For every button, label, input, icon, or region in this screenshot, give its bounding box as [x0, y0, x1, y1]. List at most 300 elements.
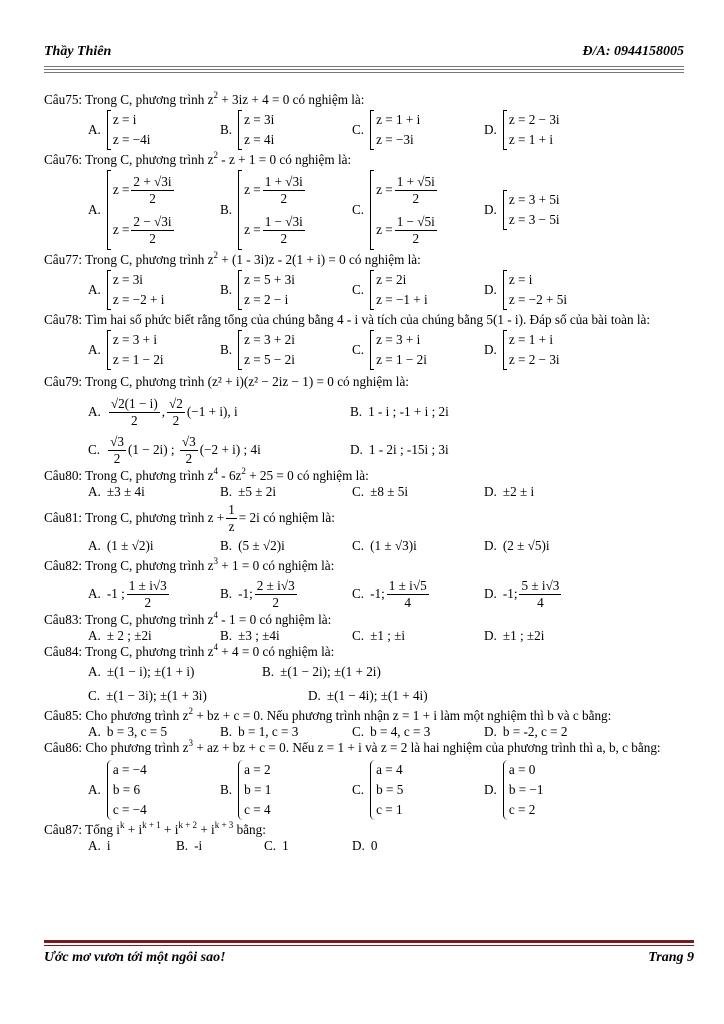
denominator: 2: [172, 413, 180, 428]
denominator: 2: [272, 595, 279, 610]
exponent: 4: [213, 610, 218, 620]
separator: ,: [161, 404, 166, 419]
stem: = 2i có nghiệm là:: [238, 510, 335, 525]
option-a[interactable]: [88, 628, 220, 644]
option-label: A.: [88, 664, 101, 679]
exponent: 2: [213, 250, 218, 260]
option-d[interactable]: [484, 330, 616, 370]
numerator: 1 − √3i: [264, 214, 303, 229]
stem: Câu83: Trong C, phương trình z: [44, 612, 214, 627]
footer-rule: [44, 945, 694, 946]
option-label: D.: [484, 628, 497, 643]
answer-line: z = 1 + i: [376, 112, 421, 127]
stem: + i: [124, 822, 143, 837]
option-a[interactable]: [88, 538, 220, 554]
answer-line: b = 1: [244, 782, 272, 797]
exponent: k + 3: [214, 820, 234, 830]
stem: Câu79: Trong C, phương trình: [44, 374, 208, 389]
option-label: B.: [220, 538, 233, 553]
header-rule: [44, 72, 684, 73]
answer-text: -i: [194, 838, 203, 853]
exponent: 2: [213, 150, 218, 160]
option-b[interactable]: [262, 664, 381, 680]
fraction: [226, 502, 237, 534]
answer-line: c = 4: [244, 802, 271, 817]
question-75: [44, 92, 694, 108]
option-label: B.: [220, 782, 233, 797]
lhs: z =: [244, 182, 261, 197]
option-d[interactable]: [484, 190, 616, 230]
option-b[interactable]: [220, 484, 352, 500]
answer-text: (−1 + i), i: [186, 404, 238, 419]
answer-text: 1 - 2i ; -15i ; 3i: [368, 442, 449, 457]
answer-line: z = −2 + i: [112, 292, 165, 307]
numerator: √3: [181, 434, 196, 449]
option-label: C.: [352, 342, 365, 357]
options-87: [88, 838, 694, 854]
option-label: D.: [484, 484, 497, 499]
answer-line: z = 2 − 3i: [508, 352, 560, 367]
answer-line: [244, 210, 307, 250]
option-a[interactable]: [88, 724, 220, 740]
option-label: A.: [88, 202, 101, 217]
bracket: [370, 270, 428, 310]
numerator: 5 ± i√3: [521, 578, 560, 593]
denominator: 2: [280, 191, 288, 206]
denominator: 2: [412, 231, 420, 246]
options-77: [88, 270, 694, 310]
footer-motto: Ước mơ vươn tới một ngôi sao!: [44, 950, 226, 965]
option-label: C.: [88, 688, 101, 703]
lhs: z =: [112, 222, 130, 237]
bracket: [107, 330, 164, 370]
option-label: B.: [220, 586, 233, 601]
options-85: [88, 724, 694, 740]
stem: Câu77: Trong C, phương trình z: [44, 252, 214, 267]
answer-line: [113, 170, 176, 210]
stem: Câu76: Trong C, phương trình z: [44, 152, 214, 167]
option-label: B.: [220, 282, 233, 297]
option-label: D.: [484, 342, 497, 357]
fraction: [131, 214, 173, 246]
answer-text: -1;: [370, 586, 385, 601]
option-d[interactable]: [484, 484, 616, 500]
answer-text: (1 ± √3)i: [370, 538, 417, 553]
stem: Câu80: Trong C, phương trình z: [44, 468, 214, 483]
question-list: [44, 92, 694, 856]
option-label: A.: [88, 538, 101, 553]
options-76: [88, 170, 694, 250]
option-c[interactable]: [352, 578, 484, 610]
option-a[interactable]: [88, 270, 220, 310]
option-label: A.: [88, 484, 101, 499]
option-c[interactable]: [88, 688, 308, 704]
option-a[interactable]: [88, 396, 350, 428]
bracket: [107, 170, 176, 250]
brace: [238, 760, 271, 820]
option-a[interactable]: [88, 110, 220, 150]
option-b[interactable]: [220, 724, 352, 740]
question-80: [44, 468, 694, 484]
answer-line: z = −1 + i: [376, 292, 428, 307]
answer-line: z = 3 + i: [112, 332, 158, 347]
bracket: [107, 110, 151, 150]
option-d[interactable]: [484, 110, 616, 150]
fraction: [131, 174, 173, 206]
footer-rule: [44, 940, 694, 943]
question-85: [44, 708, 694, 724]
answer-text: 1: [282, 838, 289, 853]
option-c[interactable]: [352, 724, 484, 740]
answer-text: ± 2 ; ±2i: [106, 628, 152, 643]
option-b[interactable]: [220, 628, 352, 644]
stem: Câu84: Trong C, phương trình z: [44, 644, 214, 659]
option-c[interactable]: [88, 434, 350, 466]
answer-line: z = i: [508, 272, 533, 287]
brace: [107, 760, 147, 820]
option-label: D.: [484, 724, 497, 739]
option-label: D.: [484, 202, 497, 217]
option-d[interactable]: [484, 538, 616, 554]
options-79-row1: [88, 396, 694, 428]
answer-text: ±(1 − 3i); ±(1 + 3i): [106, 688, 207, 703]
stem: + (1 - 3i)z - 2(1 + i) = 0 có nghiệm là:: [217, 252, 421, 267]
option-label: A.: [88, 782, 101, 797]
answer-line: z = 5 + 3i: [244, 272, 295, 287]
answer-text: ±(1 − 2i); ±(1 + 2i): [280, 664, 381, 679]
header-rule: [44, 66, 684, 67]
options-86: [88, 760, 694, 820]
option-label: D.: [484, 782, 497, 797]
stem: Câu75: Trong C, phương trình z: [44, 92, 214, 107]
option-d[interactable]: [308, 688, 428, 704]
answer-line: z = 2 − 3i: [508, 112, 560, 127]
option-label: A.: [88, 282, 101, 297]
page-number: Trang 9: [648, 950, 694, 965]
answer-text: (1 ± √2)i: [106, 538, 154, 553]
option-d[interactable]: [484, 760, 616, 820]
exponent: 2: [213, 90, 218, 100]
option-label: A.: [88, 586, 101, 601]
numerator: √2: [169, 396, 183, 411]
option-c[interactable]: [352, 538, 484, 554]
answer-line: z = 3i: [112, 272, 143, 287]
stem: + bz + c = 0. Nếu phương trình nhận z = 1 + i làm một nghiệm thì b và c bằng:: [193, 708, 612, 723]
stem: Câu82: Trong C, phương trình z: [44, 558, 214, 573]
denominator: 2: [130, 413, 138, 428]
question-83: [44, 612, 694, 628]
option-b[interactable]: [220, 578, 352, 610]
numerator: 1 + √5i: [396, 174, 435, 189]
option-label: C.: [264, 838, 277, 853]
answer-line: z = i: [112, 112, 137, 127]
numerator: 2 − √3i: [133, 214, 172, 229]
answer-text: -1;: [502, 586, 518, 601]
fraction: [387, 578, 429, 610]
numerator: 1: [228, 502, 235, 517]
question-76: [44, 152, 694, 168]
answer-line: z = 3 + 2i: [244, 332, 295, 347]
option-label: D.: [484, 282, 497, 297]
denominator: z: [228, 519, 235, 534]
answer-line: [244, 170, 307, 210]
option-d[interactable]: [484, 270, 616, 310]
stem: - z + 1 = 0 có nghiệm là:: [217, 152, 352, 167]
answer-line: z = −4i: [112, 132, 151, 147]
option-b[interactable]: [220, 110, 352, 150]
stem: - 6z: [217, 468, 242, 483]
option-b[interactable]: [220, 538, 352, 554]
option-label: B.: [262, 664, 275, 679]
answer-line: z = 3 + 5i: [508, 192, 560, 207]
option-c[interactable]: [264, 838, 352, 854]
option-label: C.: [352, 628, 365, 643]
exponent: 4: [213, 466, 218, 476]
options-84-row2: [88, 688, 694, 704]
option-a[interactable]: [88, 664, 262, 680]
answer-line: a = −4: [112, 762, 147, 777]
lhs: z =: [244, 222, 261, 237]
answer-line: z = 2i: [376, 272, 407, 287]
option-b[interactable]: [176, 838, 264, 854]
answer-text: ±1 ; ±i: [370, 628, 406, 643]
question-77: [44, 252, 694, 268]
option-d[interactable]: [350, 442, 612, 458]
options-81: [88, 538, 694, 554]
question-79: [44, 374, 694, 390]
exponent: 3: [213, 556, 218, 566]
lhs: z =: [112, 182, 130, 197]
answer-text: b = -2, c = 2: [502, 724, 568, 739]
option-label: A.: [88, 724, 101, 739]
option-a[interactable]: [88, 330, 220, 370]
option-c[interactable]: [352, 170, 484, 250]
exponent: 2: [188, 706, 194, 716]
numerator: 1 ± i√5: [388, 578, 427, 593]
question-84: [44, 644, 694, 660]
option-c[interactable]: [352, 110, 484, 150]
option-label: C.: [352, 724, 365, 739]
option-b[interactable]: [220, 270, 352, 310]
fraction: [263, 174, 305, 206]
brace: [503, 760, 544, 820]
answer-line: z = 4i: [244, 132, 275, 147]
option-b[interactable]: [220, 330, 352, 370]
options-82: [88, 578, 694, 610]
bracket: [238, 330, 295, 370]
answer-line: z = −2 + 5i: [508, 292, 568, 307]
fraction: [108, 434, 126, 466]
option-a[interactable]: [88, 838, 176, 854]
option-c[interactable]: [352, 628, 484, 644]
bracket: [107, 270, 165, 310]
options-75: [88, 110, 694, 150]
equation: (z² + i)(z² − 2iz − 1) = 0: [207, 374, 334, 389]
question-86: [44, 740, 694, 756]
numerator: 1 ± i√3: [128, 578, 167, 593]
answer-text: (1 − 2i) ;: [127, 442, 175, 457]
fraction: [180, 434, 198, 466]
option-label: B.: [220, 484, 233, 499]
stem: + i: [160, 822, 179, 837]
bracket: [238, 170, 307, 250]
lhs: z =: [376, 182, 393, 197]
answer-text: b = 3, c = 5: [106, 724, 168, 739]
option-b[interactable]: [220, 170, 352, 250]
option-label: B.: [220, 202, 233, 217]
bracket: [370, 110, 420, 150]
fraction: [395, 214, 437, 246]
answer-line: a = 2: [244, 762, 271, 777]
option-label: B.: [176, 838, 189, 853]
stem: + 4 = 0 có nghiệm là:: [217, 644, 335, 659]
header-author: Thầy Thiên: [44, 44, 112, 59]
stem: Câu81: Trong C, phương trình z +: [44, 510, 225, 525]
option-label: B.: [220, 342, 233, 357]
option-d[interactable]: [484, 578, 616, 610]
bracket: [503, 270, 567, 310]
stem: bằng:: [233, 822, 266, 837]
answer-text: ±(1 − 4i); ±(1 + 4i): [326, 688, 428, 703]
option-b[interactable]: [350, 404, 612, 420]
header-rule: [44, 69, 684, 70]
lhs: z =: [376, 222, 393, 237]
answer-text: b = 1, c = 3: [238, 724, 299, 739]
answer-text: ±1 ; ±2i: [502, 628, 545, 643]
answer-line: [376, 170, 439, 210]
stem: - 1 = 0 có nghiệm là:: [217, 612, 332, 627]
option-c[interactable]: [352, 484, 484, 500]
answer-text: ±8 ± 5i: [370, 484, 409, 499]
option-d[interactable]: [484, 628, 616, 644]
answer-text: ±(1 − i); ±(1 + i): [106, 664, 195, 679]
options-80: [88, 484, 694, 500]
numerator: √2(1 − i): [110, 396, 158, 411]
option-label: A.: [88, 342, 101, 357]
answer-line: b = 5: [376, 782, 404, 797]
question-82: [44, 558, 694, 574]
option-a[interactable]: [88, 760, 220, 820]
bracket: [503, 330, 560, 370]
answer-text: i: [106, 838, 111, 853]
answer-text: (−2 + i) ; 4i: [199, 442, 261, 457]
answer-line: z = 1 + i: [508, 332, 554, 347]
bracket: [238, 270, 295, 310]
option-label: C.: [352, 538, 365, 553]
answer-text: b = 4, c = 3: [370, 724, 431, 739]
option-b[interactable]: [220, 760, 352, 820]
denominator: 2: [280, 231, 288, 246]
answer-line: z = 3 − 5i: [508, 212, 560, 227]
answer-line: z = 2 − i: [244, 292, 289, 307]
option-a[interactable]: [88, 578, 220, 610]
option-label: B.: [220, 628, 233, 643]
option-label: D.: [350, 442, 363, 457]
denominator: 2: [185, 451, 193, 466]
bracket: [503, 110, 560, 150]
stem: Câu86: Cho phương trình z: [44, 740, 189, 755]
option-label: C.: [352, 122, 365, 137]
answer-line: [376, 210, 439, 250]
answer-line: z = 1 − 2i: [376, 352, 427, 367]
option-label: D.: [484, 586, 497, 601]
answer-text: -1;: [238, 586, 253, 601]
exponent: k + 2: [178, 820, 198, 830]
denominator: 2: [144, 595, 152, 610]
answer-line: [113, 210, 176, 250]
stem: + 25 = 0 có nghiệm là:: [245, 468, 369, 483]
stem: + az + bz + c = 0. Nếu z = 1 + i và z = 2 là hai nghiệm của phương trình thì a, b, c bằng:: [193, 740, 661, 755]
option-a[interactable]: [88, 484, 220, 500]
fraction: [109, 396, 160, 428]
options-84-row1: [88, 664, 694, 680]
option-label: D.: [484, 538, 497, 553]
answer-text: ±3 ; ±4i: [238, 628, 280, 643]
option-label: A.: [88, 838, 101, 853]
denominator: 2: [113, 451, 121, 466]
option-label: C.: [88, 442, 101, 457]
option-c[interactable]: [352, 270, 484, 310]
answer-line: z = −3i: [376, 132, 414, 147]
numerator: 1 − √5i: [396, 214, 435, 229]
option-label: A.: [88, 122, 101, 137]
numerator: 2 + √3i: [133, 174, 172, 189]
option-label: C.: [352, 484, 365, 499]
option-d[interactable]: [484, 724, 616, 740]
numerator: 2 ± i√3: [256, 578, 295, 593]
option-c[interactable]: [352, 760, 484, 820]
denominator: 4: [404, 595, 411, 610]
option-a[interactable]: [88, 170, 220, 250]
option-label: D.: [308, 688, 321, 703]
fraction: [263, 214, 305, 246]
option-label: C.: [352, 782, 365, 797]
fraction: [519, 578, 561, 610]
answer-line: c = 2: [508, 802, 536, 817]
answer-line: b = −1: [508, 782, 544, 797]
fraction: [395, 174, 437, 206]
exponent: 4: [213, 642, 218, 652]
answer-line: z = 3 + i: [376, 332, 421, 347]
question-78: Câu78: Tìm hai số phức biết rằng tổng của chúng bằng 4 - i và tích của chúng bằng 5(1 - i). Đáp số của bài toàn là:: [44, 312, 651, 327]
answer-text: ±5 ± 2i: [238, 484, 277, 499]
stem: + 3iz + 4 = 0 có nghiệm là:: [217, 92, 365, 107]
option-c[interactable]: [352, 330, 484, 370]
option-d[interactable]: [352, 838, 440, 854]
answer-text: -1 ;: [106, 586, 125, 601]
stem: + 1 = 0 có nghiệm là:: [217, 558, 335, 573]
brace: [370, 760, 403, 820]
exponent: k: [119, 820, 125, 830]
bracket: [503, 190, 560, 230]
options-83: [88, 628, 694, 644]
answer-text: (2 ± √5)i: [502, 538, 550, 553]
option-label: A.: [88, 628, 101, 643]
answer-line: a = 4: [376, 762, 403, 777]
exponent: k + 1: [142, 820, 161, 830]
option-label: C.: [352, 282, 365, 297]
answer-line: c = 1: [376, 802, 403, 817]
answer-line: z = 5 − 2i: [244, 352, 295, 367]
option-label: B.: [350, 404, 363, 419]
fraction: [167, 396, 185, 428]
answer-line: z = 3i: [244, 112, 275, 127]
option-label: A.: [88, 404, 101, 419]
numerator: √3: [110, 434, 124, 449]
option-label: C.: [352, 202, 365, 217]
bracket: [238, 110, 274, 150]
answer-text: 0: [370, 838, 378, 853]
